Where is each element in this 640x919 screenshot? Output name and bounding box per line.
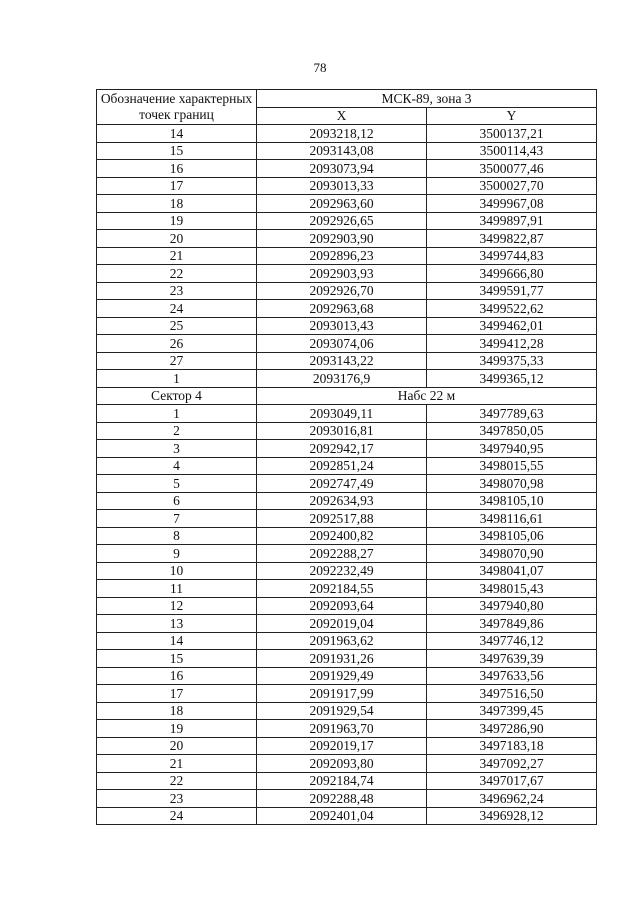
y-cell: 3499967,08 (427, 195, 597, 213)
x-cell: 2092400,82 (257, 527, 427, 545)
x-cell: 2093218,12 (257, 125, 427, 143)
table-row (97, 125, 597, 143)
point-id-cell: 3 (97, 440, 257, 458)
x-cell: 2092747,49 (257, 475, 427, 493)
y-cell: 3496962,24 (427, 790, 597, 808)
x-cell: 2092184,74 (257, 772, 427, 790)
page-number: 78 (313, 60, 327, 75)
section-name: Сектор 4 (97, 387, 257, 405)
point-id-cell: 8 (97, 527, 257, 545)
table-row (97, 720, 597, 738)
point-id-cell: 1 (97, 405, 257, 423)
x-cell: 2092896,23 (257, 247, 427, 265)
table-row (97, 160, 597, 178)
y-cell: 3498070,90 (427, 545, 597, 563)
x-cell: 2093074,06 (257, 335, 427, 353)
y-cell: 3497746,12 (427, 632, 597, 650)
y-cell: 3500137,21 (427, 125, 597, 143)
table-row (97, 230, 597, 248)
point-id-cell: 21 (97, 247, 257, 265)
y-cell: 3500077,46 (427, 160, 597, 178)
x-cell: 2091929,54 (257, 702, 427, 720)
table-row (97, 702, 597, 720)
point-id-cell: 13 (97, 615, 257, 633)
table-row (97, 667, 597, 685)
table-row (97, 405, 597, 423)
x-cell: 2092093,64 (257, 597, 427, 615)
x-cell: 2092926,65 (257, 212, 427, 230)
table-row (97, 212, 597, 230)
point-id-cell: 17 (97, 177, 257, 195)
point-id-cell: 7 (97, 510, 257, 528)
y-cell: 3499744,83 (427, 247, 597, 265)
point-id-cell: 12 (97, 597, 257, 615)
x-cell: 2093143,08 (257, 142, 427, 160)
x-cell: 2092926,70 (257, 282, 427, 300)
y-cell: 3499897,91 (427, 212, 597, 230)
point-id-cell: 17 (97, 685, 257, 703)
x-cell: 2091929,49 (257, 667, 427, 685)
table-row (97, 597, 597, 615)
coordinates-table (96, 89, 597, 825)
table-row (97, 615, 597, 633)
y-cell: 3498070,98 (427, 475, 597, 493)
y-cell: 3497183,18 (427, 737, 597, 755)
y-cell: 3499522,62 (427, 300, 597, 318)
point-id-cell: 27 (97, 352, 257, 370)
point-id-cell: 26 (97, 335, 257, 353)
y-cell: 3499365,12 (427, 370, 597, 388)
y-cell: 3497633,56 (427, 667, 597, 685)
y-cell: 3499412,28 (427, 335, 597, 353)
table-row (97, 282, 597, 300)
x-cell: 2092963,68 (257, 300, 427, 318)
x-cell: 2091963,62 (257, 632, 427, 650)
y-cell: 3497286,90 (427, 720, 597, 738)
x-cell: 2091931,26 (257, 650, 427, 668)
point-id-cell: 1 (97, 370, 257, 388)
point-id-cell: 16 (97, 667, 257, 685)
x-cell: 2092019,17 (257, 737, 427, 755)
header-point-label: Обозначение характерных точек границ (97, 90, 257, 125)
point-id-cell: 15 (97, 142, 257, 160)
y-cell: 3498105,10 (427, 492, 597, 510)
point-id-cell: 19 (97, 212, 257, 230)
y-cell: 3500027,70 (427, 177, 597, 195)
table-row (97, 685, 597, 703)
table-row (97, 737, 597, 755)
y-cell: 3497849,86 (427, 615, 597, 633)
table-row (97, 265, 597, 283)
table-row (97, 177, 597, 195)
x-cell: 2092903,93 (257, 265, 427, 283)
table-row (97, 195, 597, 213)
y-cell: 3499375,33 (427, 352, 597, 370)
table-row (97, 790, 597, 808)
point-id-cell: 23 (97, 790, 257, 808)
x-cell: 2092634,93 (257, 492, 427, 510)
point-id-cell: 21 (97, 755, 257, 773)
section-row (97, 387, 597, 405)
y-cell: 3497940,80 (427, 597, 597, 615)
x-cell: 2093013,33 (257, 177, 427, 195)
point-id-cell: 2 (97, 422, 257, 440)
y-cell: 3497789,63 (427, 405, 597, 423)
y-cell: 3500114,43 (427, 142, 597, 160)
y-cell: 3498105,06 (427, 527, 597, 545)
point-id-cell: 24 (97, 300, 257, 318)
x-cell: 2092942,17 (257, 440, 427, 458)
table-row (97, 247, 597, 265)
x-cell: 2092288,27 (257, 545, 427, 563)
y-cell: 3498015,43 (427, 580, 597, 598)
table-row (97, 755, 597, 773)
point-id-cell: 9 (97, 545, 257, 563)
header-row (97, 90, 597, 108)
table-row (97, 300, 597, 318)
y-cell: 3497639,39 (427, 650, 597, 668)
table-row (97, 492, 597, 510)
point-id-cell: 20 (97, 737, 257, 755)
y-cell: 3499462,01 (427, 317, 597, 335)
header-x: X (257, 107, 427, 125)
x-cell: 2092851,24 (257, 457, 427, 475)
point-id-cell: 10 (97, 562, 257, 580)
table-row (97, 772, 597, 790)
point-id-cell: 4 (97, 457, 257, 475)
point-id-cell: 15 (97, 650, 257, 668)
x-cell: 2091963,70 (257, 720, 427, 738)
table-row (97, 562, 597, 580)
point-id-cell: 16 (97, 160, 257, 178)
table-row (97, 807, 597, 825)
point-id-cell: 22 (97, 772, 257, 790)
point-id-cell: 25 (97, 317, 257, 335)
x-cell: 2093143,22 (257, 352, 427, 370)
y-cell: 3499822,87 (427, 230, 597, 248)
y-cell: 3496928,12 (427, 807, 597, 825)
table-row (97, 457, 597, 475)
x-cell: 2092288,48 (257, 790, 427, 808)
y-cell: 3497092,27 (427, 755, 597, 773)
x-cell: 2092517,88 (257, 510, 427, 528)
point-id-cell: 24 (97, 807, 257, 825)
y-cell: 3499666,80 (427, 265, 597, 283)
table-row (97, 632, 597, 650)
x-cell: 2093073,94 (257, 160, 427, 178)
x-cell: 2091917,99 (257, 685, 427, 703)
table-row (97, 352, 597, 370)
point-id-cell: 22 (97, 265, 257, 283)
table-row (97, 527, 597, 545)
point-id-cell: 20 (97, 230, 257, 248)
point-id-cell: 14 (97, 125, 257, 143)
table-row (97, 317, 597, 335)
table-row (97, 422, 597, 440)
x-cell: 2092903,90 (257, 230, 427, 248)
y-cell: 3498041,07 (427, 562, 597, 580)
x-cell: 2092019,04 (257, 615, 427, 633)
x-cell: 2092184,55 (257, 580, 427, 598)
y-cell: 3498116,61 (427, 510, 597, 528)
table-row (97, 440, 597, 458)
x-cell: 2093016,81 (257, 422, 427, 440)
point-id-cell: 23 (97, 282, 257, 300)
x-cell: 2092401,04 (257, 807, 427, 825)
table-row (97, 580, 597, 598)
section-level: Набс 22 м (257, 387, 597, 405)
point-id-cell: 19 (97, 720, 257, 738)
point-id-cell: 6 (97, 492, 257, 510)
table-row (97, 510, 597, 528)
x-cell: 2093049,11 (257, 405, 427, 423)
y-cell: 3497399,45 (427, 702, 597, 720)
point-id-cell: 5 (97, 475, 257, 493)
table-row (97, 335, 597, 353)
header-y: Y (427, 107, 597, 125)
x-cell: 2093013,43 (257, 317, 427, 335)
table-row (97, 475, 597, 493)
x-cell: 2093176,9 (257, 370, 427, 388)
point-id-cell: 11 (97, 580, 257, 598)
y-cell: 3498015,55 (427, 457, 597, 475)
x-cell: 2092232,49 (257, 562, 427, 580)
point-id-cell: 14 (97, 632, 257, 650)
y-cell: 3497017,67 (427, 772, 597, 790)
header-coordinate-system: МСК-89, зона 3 (257, 90, 597, 108)
x-cell: 2092963,60 (257, 195, 427, 213)
table-row (97, 545, 597, 563)
x-cell: 2092093,80 (257, 755, 427, 773)
point-id-cell: 18 (97, 195, 257, 213)
y-cell: 3497850,05 (427, 422, 597, 440)
point-id-cell: 18 (97, 702, 257, 720)
y-cell: 3497940,95 (427, 440, 597, 458)
y-cell: 3497516,50 (427, 685, 597, 703)
table-row (97, 142, 597, 160)
table-row (97, 370, 597, 388)
table-row (97, 650, 597, 668)
y-cell: 3499591,77 (427, 282, 597, 300)
